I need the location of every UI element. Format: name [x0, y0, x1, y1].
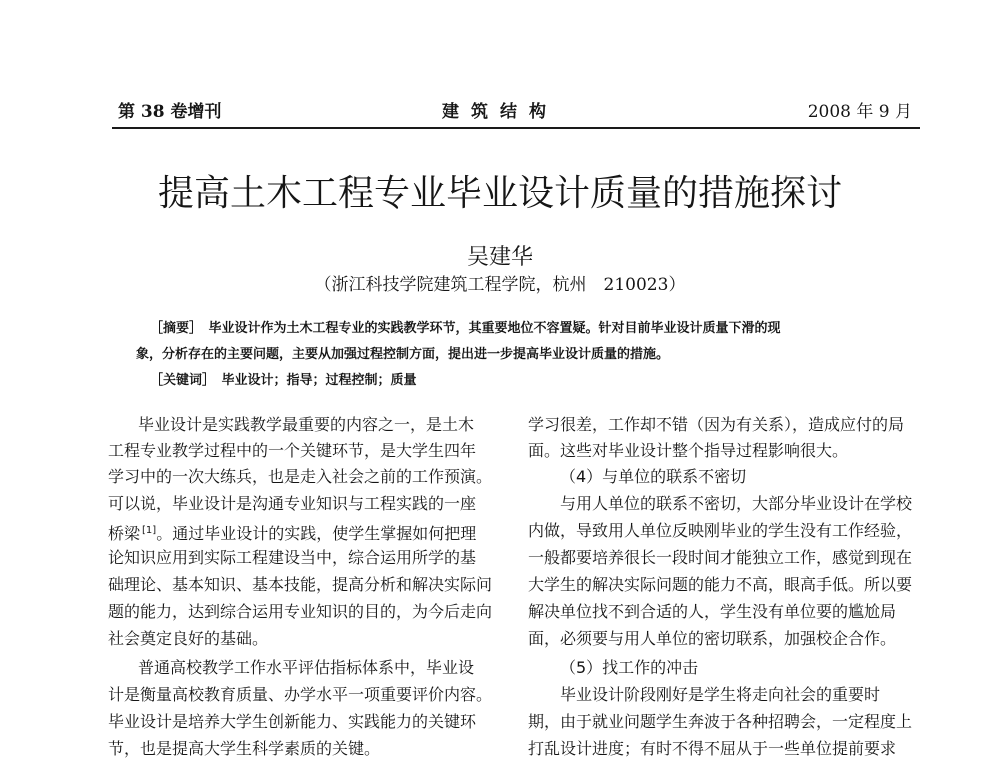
body-right-line: 面，必须要与用人单位的密切联系，加强校企合作。: [528, 629, 897, 648]
header-rule: [112, 127, 920, 129]
body-right-line: 学习很差，工作却不错（因为有关系），造成应付的局: [528, 415, 905, 434]
issue-date: 2008 年 9 月: [807, 102, 912, 122]
body-left-line: 毕业设计是实践教学最重要的内容之一，是土木: [138, 415, 475, 434]
body-right-line: 内做，导致用人单位反映刚毕业的学生没有工作经验，: [528, 521, 913, 540]
body-right-line: 大学生的解决实际问题的能力不高，眼高手低。所以要: [528, 575, 913, 594]
body-right-line: 与用人单位的联系不密切，大部分毕业设计在学校: [560, 494, 913, 513]
abstract-line-2: 象，分析存在的主要问题，主要从加强过程控制方面，提出进一步提高毕业设计质量的措施。: [136, 347, 670, 362]
article-title: 提高土木工程专业毕业设计质量的措施探讨: [157, 173, 842, 214]
body-left-line: 可以说，毕业设计是沟通专业知识与工程实践的一座: [108, 494, 477, 513]
body-right-line: 面。这些对毕业设计整个指导过程影响很大。: [528, 441, 849, 460]
citation-line-end: 。通过毕业设计的实践，使学生掌握如何把理: [156, 524, 477, 543]
journal-name: 建筑结构: [442, 102, 558, 122]
journal-volume: 第 38 卷增刊: [118, 102, 222, 122]
body-left-line: 节，也是提高大学生科学素质的关键。: [108, 739, 381, 758]
abstract-line-1: ［摘要］ 毕业设计作为土木工程专业的实践教学环节，其重要地位不容置疑。针对目前毕业设计质量下滑的现: [150, 321, 781, 336]
author: 吴建华: [466, 245, 533, 270]
body-left-line: 计是衡量高校教育质量、办学水平一项重要评价内容。: [108, 685, 493, 704]
section-heading: （4）与单位的联系不密切: [560, 467, 747, 486]
body-left-line: 础理论、基本知识、基本技能，提高分析和解决实际问: [108, 575, 493, 594]
citation-ref: [1]: [142, 525, 157, 536]
citation-line-start: 桥梁: [108, 524, 141, 543]
body-right-line: 一般都要培养很长一段时间才能独立工作，感觉到现在: [528, 548, 913, 567]
body-right-line: 解决单位找不到合适的人，学生没有单位要的尴尬局: [528, 602, 897, 621]
body-left-line: 题的能力，达到综合运用专业知识的目的，为今后走向: [108, 602, 493, 621]
body-right-line: 期，由于就业问题学生奔波于各种招聘会，一定程度上: [528, 712, 913, 731]
body-left-line: 普通高校教学工作水平评估指标体系中，毕业设: [138, 658, 475, 677]
body-right-line: 毕业设计阶段刚好是学生将走向社会的重要时: [560, 685, 881, 704]
body-left-line: 工程专业教学过程中的一个关键环节，是大学生四年: [108, 441, 477, 460]
body-left-line: 论知识应用到实际工程建设当中，综合运用所学的基: [108, 548, 477, 567]
body-right-line: 打乱设计进度；有时不得不屈从于一些单位提前要求: [528, 739, 897, 758]
affiliation: （浙江科技学院建筑工程学院，杭州 210023）: [314, 275, 686, 295]
body-left-line: 毕业设计是培养大学生创新能力、实践能力的关键环: [108, 712, 477, 731]
body-left-line: [108, 520, 476, 545]
body-left-line: 学习中的一次大练兵，也是走入社会之前的工作预演。: [108, 467, 493, 486]
keywords: ［关键词］ 毕业设计；指导；过程控制；质量: [150, 373, 417, 388]
section-heading: （5）找工作的冲击: [560, 658, 699, 677]
body-left-line: 社会奠定良好的基础。: [108, 629, 269, 648]
